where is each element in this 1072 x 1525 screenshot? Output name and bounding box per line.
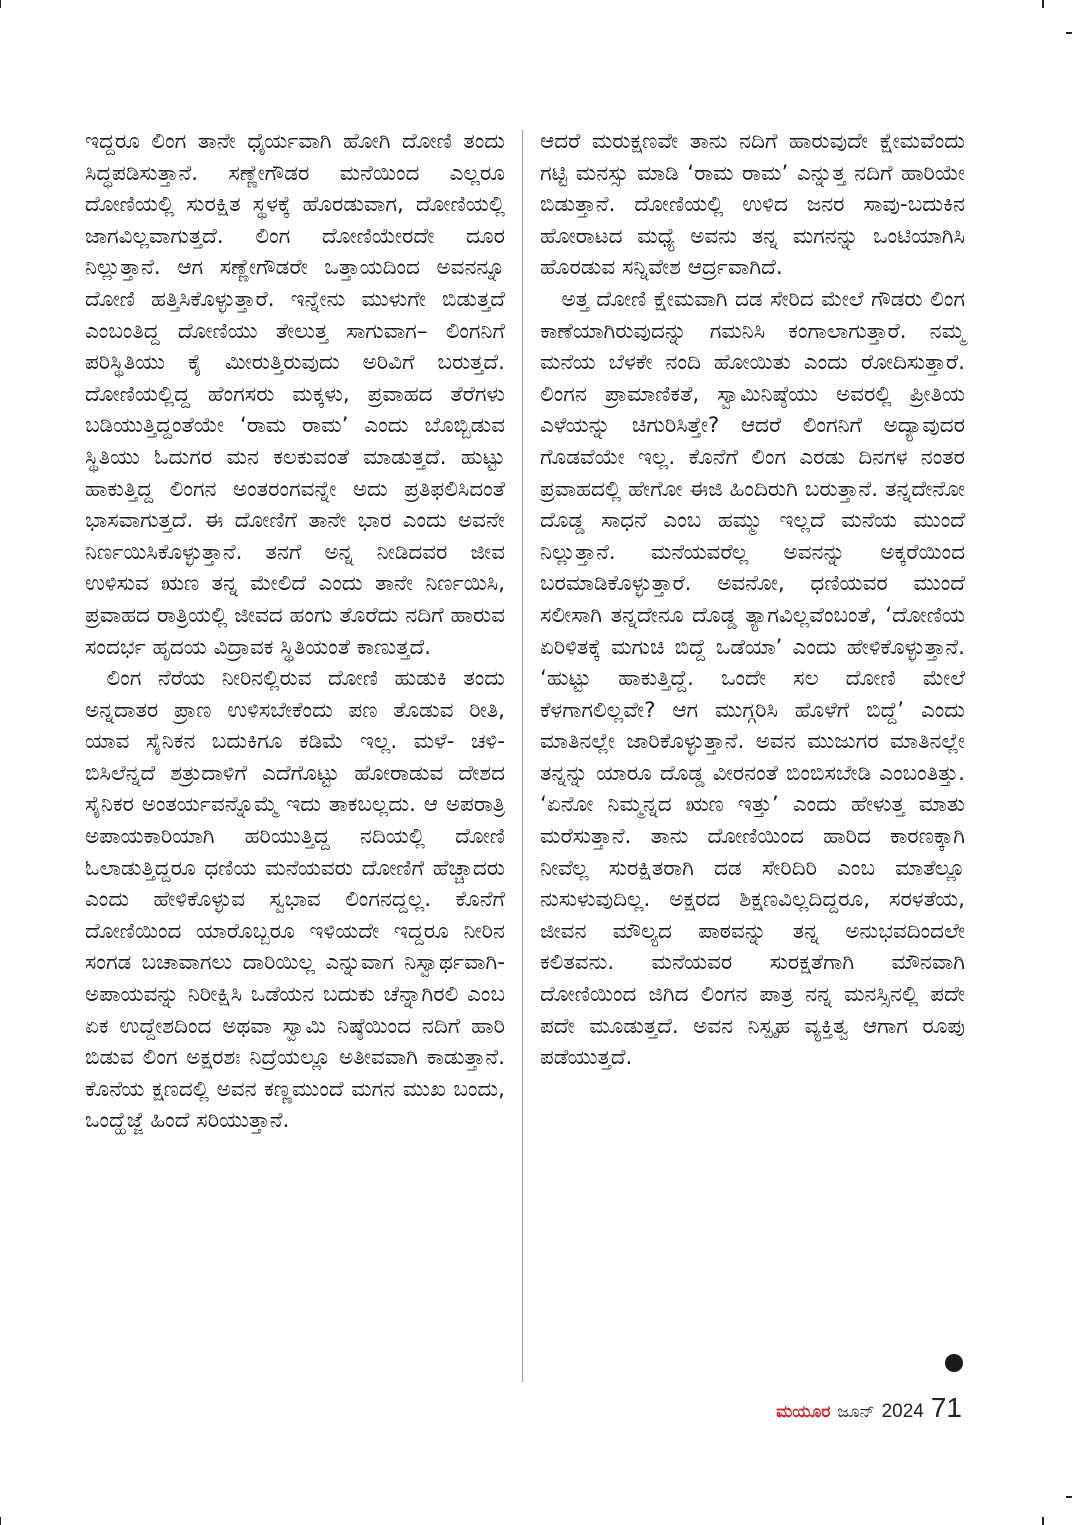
article-left-column: [85, 126, 505, 1137]
crop-mark-bottom-left: [0, 1517, 1, 1525]
article-end-mark-icon: [945, 1354, 963, 1372]
column-divider: [522, 130, 523, 1382]
issue-month: ಜೂನ್: [837, 1402, 875, 1421]
crop-mark-bottom-right: [1042, 1517, 1044, 1525]
page-footer: [776, 1392, 962, 1424]
paragraph: ಇದ್ದರೂ ಲಿಂಗ ತಾನೇ ಧೈರ್ಯವಾಗಿ ಹೋಗಿ ದೋಣಿ ತಂದು ಸಿದ್ಧಪಡಿಸುತ್ತಾನೆ. ಸಣ್ಣೇಗೌಡರ ಮನೆಯಿಂದ ಎಲ್ಲರೂ ದೋಣಿಯಲ್ಲಿ ಸುರಕ್ಷಿತ ಸ್ಥಳಕ್ಕೆ ಹೊರಡುವಾಗ, ದೋಣಿಯಲ್ಲಿ ಜಾಗವಿಲ್ಲವಾಗುತ್ತದೆ. ಲಿಂಗ ದೋಣಿಯೇರದೇ ದೂರ ನಿಲ್ಲುತ್ತಾನೆ. ಆಗ ಸಣ್ಣೇಗೌಡರೇ ಒತ್ತಾಯದಿಂದ ಅವನನ್ನೂ ದೋಣಿ ಹತ್ತಿಸಿಕೊಳ್ಳುತ್ತಾರೆ. ಇನ್ನೇನು ಮುಳುಗೇ ಬಿಡುತ್ತದೆ ಎಂಬಂತಿದ್ದ ದೋಣಿಯು ತೇಲುತ್ತ ಸಾಗುವಾಗ– ಲಿಂಗನಿಗೆ ಪರಿಸ್ಥಿತಿಯು ಕೈ ಮೀರುತ್ತಿರುವುದು ಅರಿವಿಗೆ ಬರುತ್ತದೆ. ದೋಣಿಯಲ್ಲಿದ್ದ ಹೆಂಗಸರು ಮಕ್ಕಳು, ಪ್ರವಾಹದ ತೆರೆಗಳು ಬಡಿಯುತ್ತಿದ್ದಂತೆಯೇ ‘ರಾಮ ರಾಮ’ ಎಂದು ಬೊಬ್ಬಿಡುವ ಸ್ಥಿತಿಯು ಓದುಗರ ಮನ ಕಲಕುವಂತೆ ಮಾಡುತ್ತದೆ. ಹುಟ್ಟು ಹಾಕುತ್ತಿದ್ದ ಲಿಂಗನ ಅಂತರಂಗವನ್ನೇ ಅದು ಪ್ರತಿಫಲಿಸಿದಂತೆ ಭಾಸವಾಗುತ್ತದೆ. ಈ ದೋಣಿಗೆ ತಾನೇ ಭಾರ ಎಂದು ಅವನೇ ನಿರ್ಣಯಿಸಿಕೊಳ್ಳುತ್ತಾನೆ. ತನಗೆ ಅನ್ನ ನೀಡಿದವರ ಜೀವ ಉಳಿಸುವ ಋಣ ತನ್ನ ಮೇಲಿದೆ ಎಂದು ತಾನೇ ನಿರ್ಣಯಿಸಿ, ಪ್ರವಾಹದ ರಾತ್ರಿಯಲ್ಲಿ ಜೀವದ ಹಂಗು ತೊರೆದು ನದಿಗೆ ಹಾರುವ ಸಂದರ್ಭ ಹೃದಯ ವಿದ್ರಾವಕ ಸ್ಥಿತಿಯಂತೆ ಕಾಣುತ್ತದೆ.: [85, 129, 505, 660]
crop-mark-top-right: [1042, 0, 1044, 8]
issue-year: 2024: [881, 1401, 924, 1422]
paragraph: ಲಿಂಗ ನೆರೆಯ ನೀರಿನಲ್ಲಿರುವ ದೋಣಿ ಹುಡುಕಿ ತಂದು ಅನ್ನದಾತರ ಪ್ರಾಣ ಉಳಿಸಬೇಕೆಂದು ಪಣ ತೊಡುವ ರೀತಿ, ಯಾವ ಸೈನಿಕನ ಬದುಕಿಗೂ ಕಡಿಮೆ ಇಲ್ಲ. ಮಳೆ- ಚಳಿ- ಬಿಸಿಲೆನ್ನದೆ ಶತ್ರುದಾಳಿಗೆ ಎದೆಗೊಟ್ಟು ಹೋರಾಡುವ ದೇಶದ ಸೈನಿಕರ ಅಂತರ್ಯವನ್ನೊಮ್ಮೆ ಇದು ತಾಕಬಲ್ಲದು. ಆ ಅಪರಾತ್ರಿ ಅಪಾಯಕಾರಿಯಾಗಿ ಹರಿಯುತ್ತಿದ್ದ ನದಿಯಲ್ಲಿ ದೋಣಿ ಓಲಾಡುತ್ತಿದ್ದರೂ ಧಣಿಯ ಮನೆಯವರು ದೋಣಿಗೆ ಹೆಚ್ಚಾದರು ಎಂದು ಹೇಳಿಕೊಳ್ಳುವ ಸ್ವಭಾವ ಲಿಂಗನದ್ದಲ್ಲ. ಕೊನೆಗೆ ದೋಣಿಯಿಂದ ಯಾರೊಬ್ಬರೂ ಇಳಿಯದೇ ಇದ್ದರೂ ನೀರಿನ ಸಂಗಡ ಬಚಾವಾಗಲು ದಾರಿಯಿಲ್ಲ ಎನ್ನುವಾಗ ನಿಸ್ವಾರ್ಥವಾಗಿ- ಅಪಾಯವನ್ನು ನಿರೀಕ್ಷಿಸಿ ಒಡೆಯನ ಬದುಕು ಚೆನ್ನಾಗಿರಲಿ ಎಂಬ ಏಕ ಉದ್ದೇಶದಿಂದ ಅಥವಾ ಸ್ವಾಮಿ ನಿಷ್ಠೆಯಿಂದ ನದಿಗೆ ಹಾರಿ ಬಿಡುವ ಲಿಂಗ ಅಕ್ಷರಶಃ ನಿದ್ರೆಯಲ್ಲೂ ಅತೀವವಾಗಿ ಕಾಡುತ್ತಾನೆ. ಕೊನೆಯ ಕ್ಷಣದಲ್ಲಿ ಅವನ ಕಣ್ಣಮುಂದೆ ಮಗನ ಮುಖ ಬಂದು, ಒಂದ್ಹೆಜ್ಜೆ ಹಿಂದೆ ಸರಿಯುತ್ತಾನೆ.: [85, 666, 505, 1134]
paragraph: ಅತ್ತ ದೋಣಿ ಕ್ಷೇಮವಾಗಿ ದಡ ಸೇರಿದ ಮೇಲೆ ಗೌಡರು ಲಿಂಗ ಕಾಣೆಯಾಗಿರುವುದನ್ನು ಗಮನಿಸಿ ಕಂಗಾಲಾಗುತ್ತಾರೆ. ನಮ್ಮ ಮನೆಯ ಬೆಳಕೇ ನಂದಿ ಹೋಯಿತು ಎಂದು ರೋದಿಸುತ್ತಾರೆ. ಲಿಂಗನ ಪ್ರಾಮಾಣಿಕತೆ, ಸ್ವಾಮಿನಿಷ್ಠೆಯು ಅವರಲ್ಲಿ ಪ್ರೀತಿಯ ಎಳೆಯನ್ನು ಚಿಗುರಿಸಿತ್ತೇ? ಆದರೆ ಲಿಂಗನಿಗೆ ಅದ್ಯಾವುದರ ಗೊಡವೆಯೇ ಇಲ್ಲ. ಕೊನೆಗೆ ಲಿಂಗ ಎರಡು ದಿನಗಳ ನಂತರ ಪ್ರವಾಹದಲ್ಲಿ ಹೇಗೋ ಈಜಿ ಹಿಂದಿರುಗಿ ಬರುತ್ತಾನೆ. ತನ್ನದೇನೋ ದೊಡ್ಡ ಸಾಧನೆ ಎಂಬ ಹಮ್ಮು ಇಲ್ಲದೆ ಮನೆಯ ಮುಂದೆ ನಿಲ್ಲುತ್ತಾನೆ. ಮನೆಯವರೆಲ್ಲ ಅವನನ್ನು ಅಕ್ಕರೆಯಿಂದ ಬರಮಾಡಿಕೊಳ್ಳುತ್ತಾರೆ. ಅವನೋ, ಧಣಿಯವರ ಮುಂದೆ ಸಲೀಸಾಗಿ ತನ್ನದೇನೂ ದೊಡ್ಡ ತ್ಯಾಗವಿಲ್ಲವೆಂಬಂತೆ, ‘ದೋಣಿಯ ಏರಿಳಿತಕ್ಕೆ ಮಗುಚಿ ಬಿದ್ದೆ ಒಡೆಯಾ’ ಎಂದು ಹೇಳಿಕೊಳ್ಳುತ್ತಾನೆ. ‘ಹುಟ್ಟು ಹಾಕುತ್ತಿದ್ದೆ. ಒಂದೇ ಸಲ ದೋಣಿ ಮೇಲೆ ಕೆಳಗಾಗಲಿಲ್ಲವೇ? ಆಗ ಮುಗ್ಗರಿಸಿ ಹೊಳೆಗೆ ಬಿದ್ದೆ’ ಎಂದು ಮಾತಿನಲ್ಲೇ ಜಾರಿಕೊಳ್ಳುತ್ತಾನೆ. ಅವನ ಮುಜುಗರ ಮಾತಿನಲ್ಲೇ ತನ್ನನ್ನು ಯಾರೂ ದೊಡ್ಡ ವೀರನಂತೆ ಬಿಂಬಿಸಬೇಡಿ ಎಂಬಂತಿತ್ತು. ‘ಏನೋ ನಿಮ್ಮನ್ನದ ಋಣ ಇತ್ತು’ ಎಂದು ಹೇಳುತ್ತ ಮಾತು ಮರೆಸುತ್ತಾನೆ. ತಾನು ದೋಣಿಯಿಂದ ಹಾರಿದ ಕಾರಣಕ್ಕಾಗಿ ನೀವೆಲ್ಲ ಸುರಕ್ಷಿತರಾಗಿ ದಡ ಸೇರಿದಿರಿ ಎಂಬ ಮಾತೆಲ್ಲೂ ನುಸುಳುವುದಿಲ್ಲ. ಅಕ್ಷರದ ಶಿಕ್ಷಣವಿಲ್ಲದಿದ್ದರೂ, ಸರಳತೆಯ, ಜೀವನ ಮೌಲ್ಯದ ಪಾಠವನ್ನು ತನ್ನ ಅನುಭವದಿಂದಲೇ ಕಲಿತವನು. ಮನೆಯವರ ಸುರಕ್ಷತೆಗಾಗಿ ಮೌನವಾಗಿ ದೋಣಿಯಿಂದ ಜಿಗಿದ ಲಿಂಗನ ಪಾತ್ರ ನನ್ನ ಮನಸ್ಸಿನಲ್ಲಿ ಪದೇ ಪದೇ ಮೂಡುತ್ತದೆ. ಅವನ ನಿಸ್ಪೃಹ ವ್ಯಕ್ತಿತ್ವ ಆಗಾಗ ರೂಪು ಪಡೆಯುತ್ತದೆ.: [540, 286, 965, 1071]
magazine-logo: ಮಯೂರ: [776, 1402, 831, 1421]
crop-mark-top-left: [0, 0, 1, 8]
paragraph: ಆದರೆ ಮರುಕ್ಷಣವೇ ತಾನು ನದಿಗೆ ಹಾರುವುದೇ ಕ್ಷೇಮವೆಂದು ಗಟ್ಟಿ ಮನಸ್ಸು ಮಾಡಿ ‘ರಾಮ ರಾಮ’ ಎನ್ನುತ್ತ ನದಿಗೆ ಹಾರಿಯೇ ಬಿಡುತ್ತಾನೆ. ದೋಣಿಯಲ್ಲಿ ಉಳಿದ ಜನರ ಸಾವು-ಬದುಕಿನ ಹೋರಾಟದ ಮಧ್ಯೆ ಅವನು ತನ್ನ ಮಗನನ್ನು ಒಂಟಿಯಾಗಿಸಿ ಹೊರಡುವ ಸನ್ನಿವೇಶ ಆರ್ದ್ರವಾಗಿದೆ.: [540, 129, 965, 281]
crop-mark-right-bottom: [1066, 1496, 1072, 1498]
article-right-column: [540, 126, 965, 1074]
page-number: 71: [930, 1392, 962, 1423]
crop-mark-right-top: [1066, 32, 1072, 34]
